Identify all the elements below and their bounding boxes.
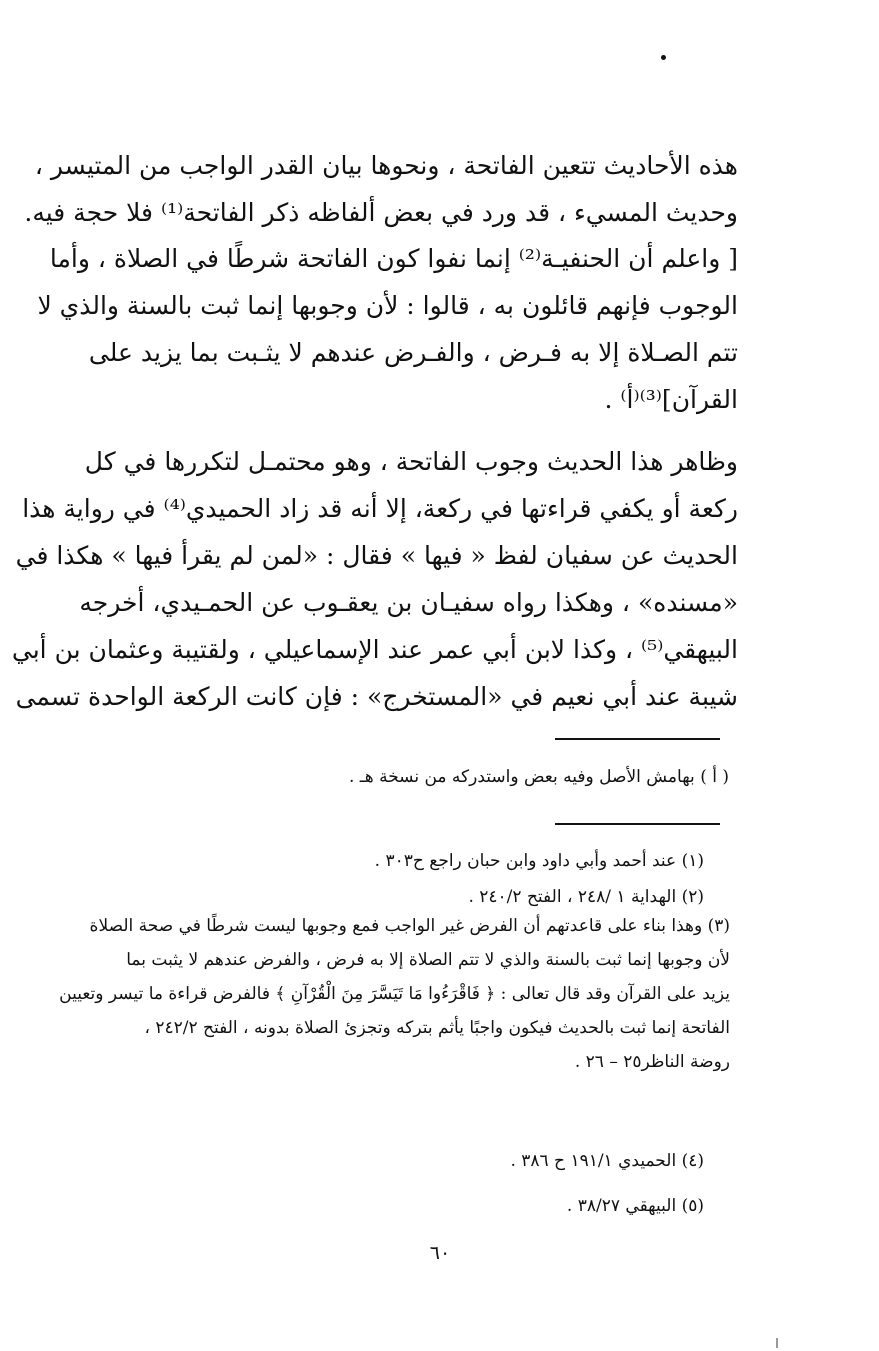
text-line: [ واعلم أن الحنفيـة⁽²⁾ إنما نفوا كون الفاتحة شرطًا في الصلاة ، وأما: [49, 244, 738, 273]
footnote-1: (١) عند أحمد وأبي داود وابن حبان راجع ح٣٠٣ .: [374, 851, 704, 871]
text-line: «مسنده» ، وهكذا رواه سفيـان بن يعقـوب عن الحمـيدي، أخرجه: [79, 588, 738, 617]
paragraph-3: [11, 438, 738, 720]
text-line: شيبة عند أبي نعيم في «المستخرج» : فإن كانت الركعة الواحدة تسمى: [15, 682, 738, 711]
margin-note: ( أ ) بهامش الأصل وفيه بعض واستدركه من نسخة هـ .: [348, 767, 729, 787]
paragraph-1: [24, 142, 738, 236]
text-line: وحديث المسيء ، قد ورد في بعض ألفاظه ذكر الفاتحة⁽¹⁾ فلا حجة فيه.: [24, 198, 738, 227]
page-number: ٦٠: [429, 1242, 451, 1264]
text-line: البيهقي⁽⁵⁾ ، وكذا لابن أبي عمر عند الإسماعيلي ، ولقتيبة وعثمان بن أبي: [11, 635, 738, 664]
text-line: وظاهر هذا الحديث وجوب الفاتحة ، وهو محتمـل لتكررها في كل: [84, 447, 738, 476]
footnote-line: الفاتحة إنما ثبت بالحديث فيكون واجبًا يأثم بتركه وتجزئ الصلاة بدونه ، الفتح ٢٤٢/٢ ،: [144, 1018, 730, 1038]
footnote-2: (٢) الهداية ١ /٢٤٨ ، الفتح ٢٤٠/٢ .: [468, 887, 704, 907]
text-line: الوجوب فإنهم قائلون به ، قالوا : لأن وجوبها إنما ثبت بالسنة والذي لا: [37, 291, 738, 320]
page-dot: [661, 55, 666, 60]
footnote-line: (٣) وهذا بناء على قاعدتهم أن الفرض غير الواجب فمع وجوبها ليست شرطًا في صحة الصلاة: [89, 916, 730, 936]
footnote-5: (٥) البيهقي ٣٨/٢٧ .: [566, 1196, 704, 1216]
footnote-line: يزيد على القرآن وقد قال تعالى : ﴿ فَاقْرَءُوا مَا تَيَسَّرَ مِنَ الْقُرْآنِ ﴾ فالفرض قراءة ما تيسر وتعيين: [59, 984, 730, 1004]
text-line: الحديث عن سفيان لفظ « فيها » فقال : «لمن لم يقرأ فيها » هكذا في: [15, 541, 738, 570]
text-line: تتم الصـلاة إلا به فـرض ، والفـرض عندهم لا يثـبت بما يزيد على: [88, 338, 738, 367]
footnote-line: روضة الناظر٢٥ – ٢٦ .: [574, 1052, 730, 1072]
footnote-3: [30, 909, 730, 1079]
footnote-4: (٤) الحميدي ١٩١/١ ح ٣٨٦ .: [510, 1151, 704, 1171]
footnote-divider: [555, 738, 720, 740]
footnote-line: لأن وجوبها إنما ثبت بالسنة والذي لا تتم الصلاة إلا به فرض ، والفرض عندهم لا يثبت بما: [126, 950, 730, 970]
text-line: القرآن]⁽³⁾⁽أ⁾ .: [604, 385, 738, 414]
text-line: هذه الأحاديث تتعين الفاتحة ، ونحوها بيان القدر الواجب من المتيسر ،: [34, 151, 738, 180]
paragraph-2: [37, 235, 738, 423]
footnote-divider: [555, 823, 720, 825]
scan-mark: [776, 1338, 778, 1348]
text-line: ركعة أو يكفي قراءتها في ركعة، إلا أنه قد زاد الحميدي⁽⁴⁾ في رواية هذا: [22, 494, 738, 523]
